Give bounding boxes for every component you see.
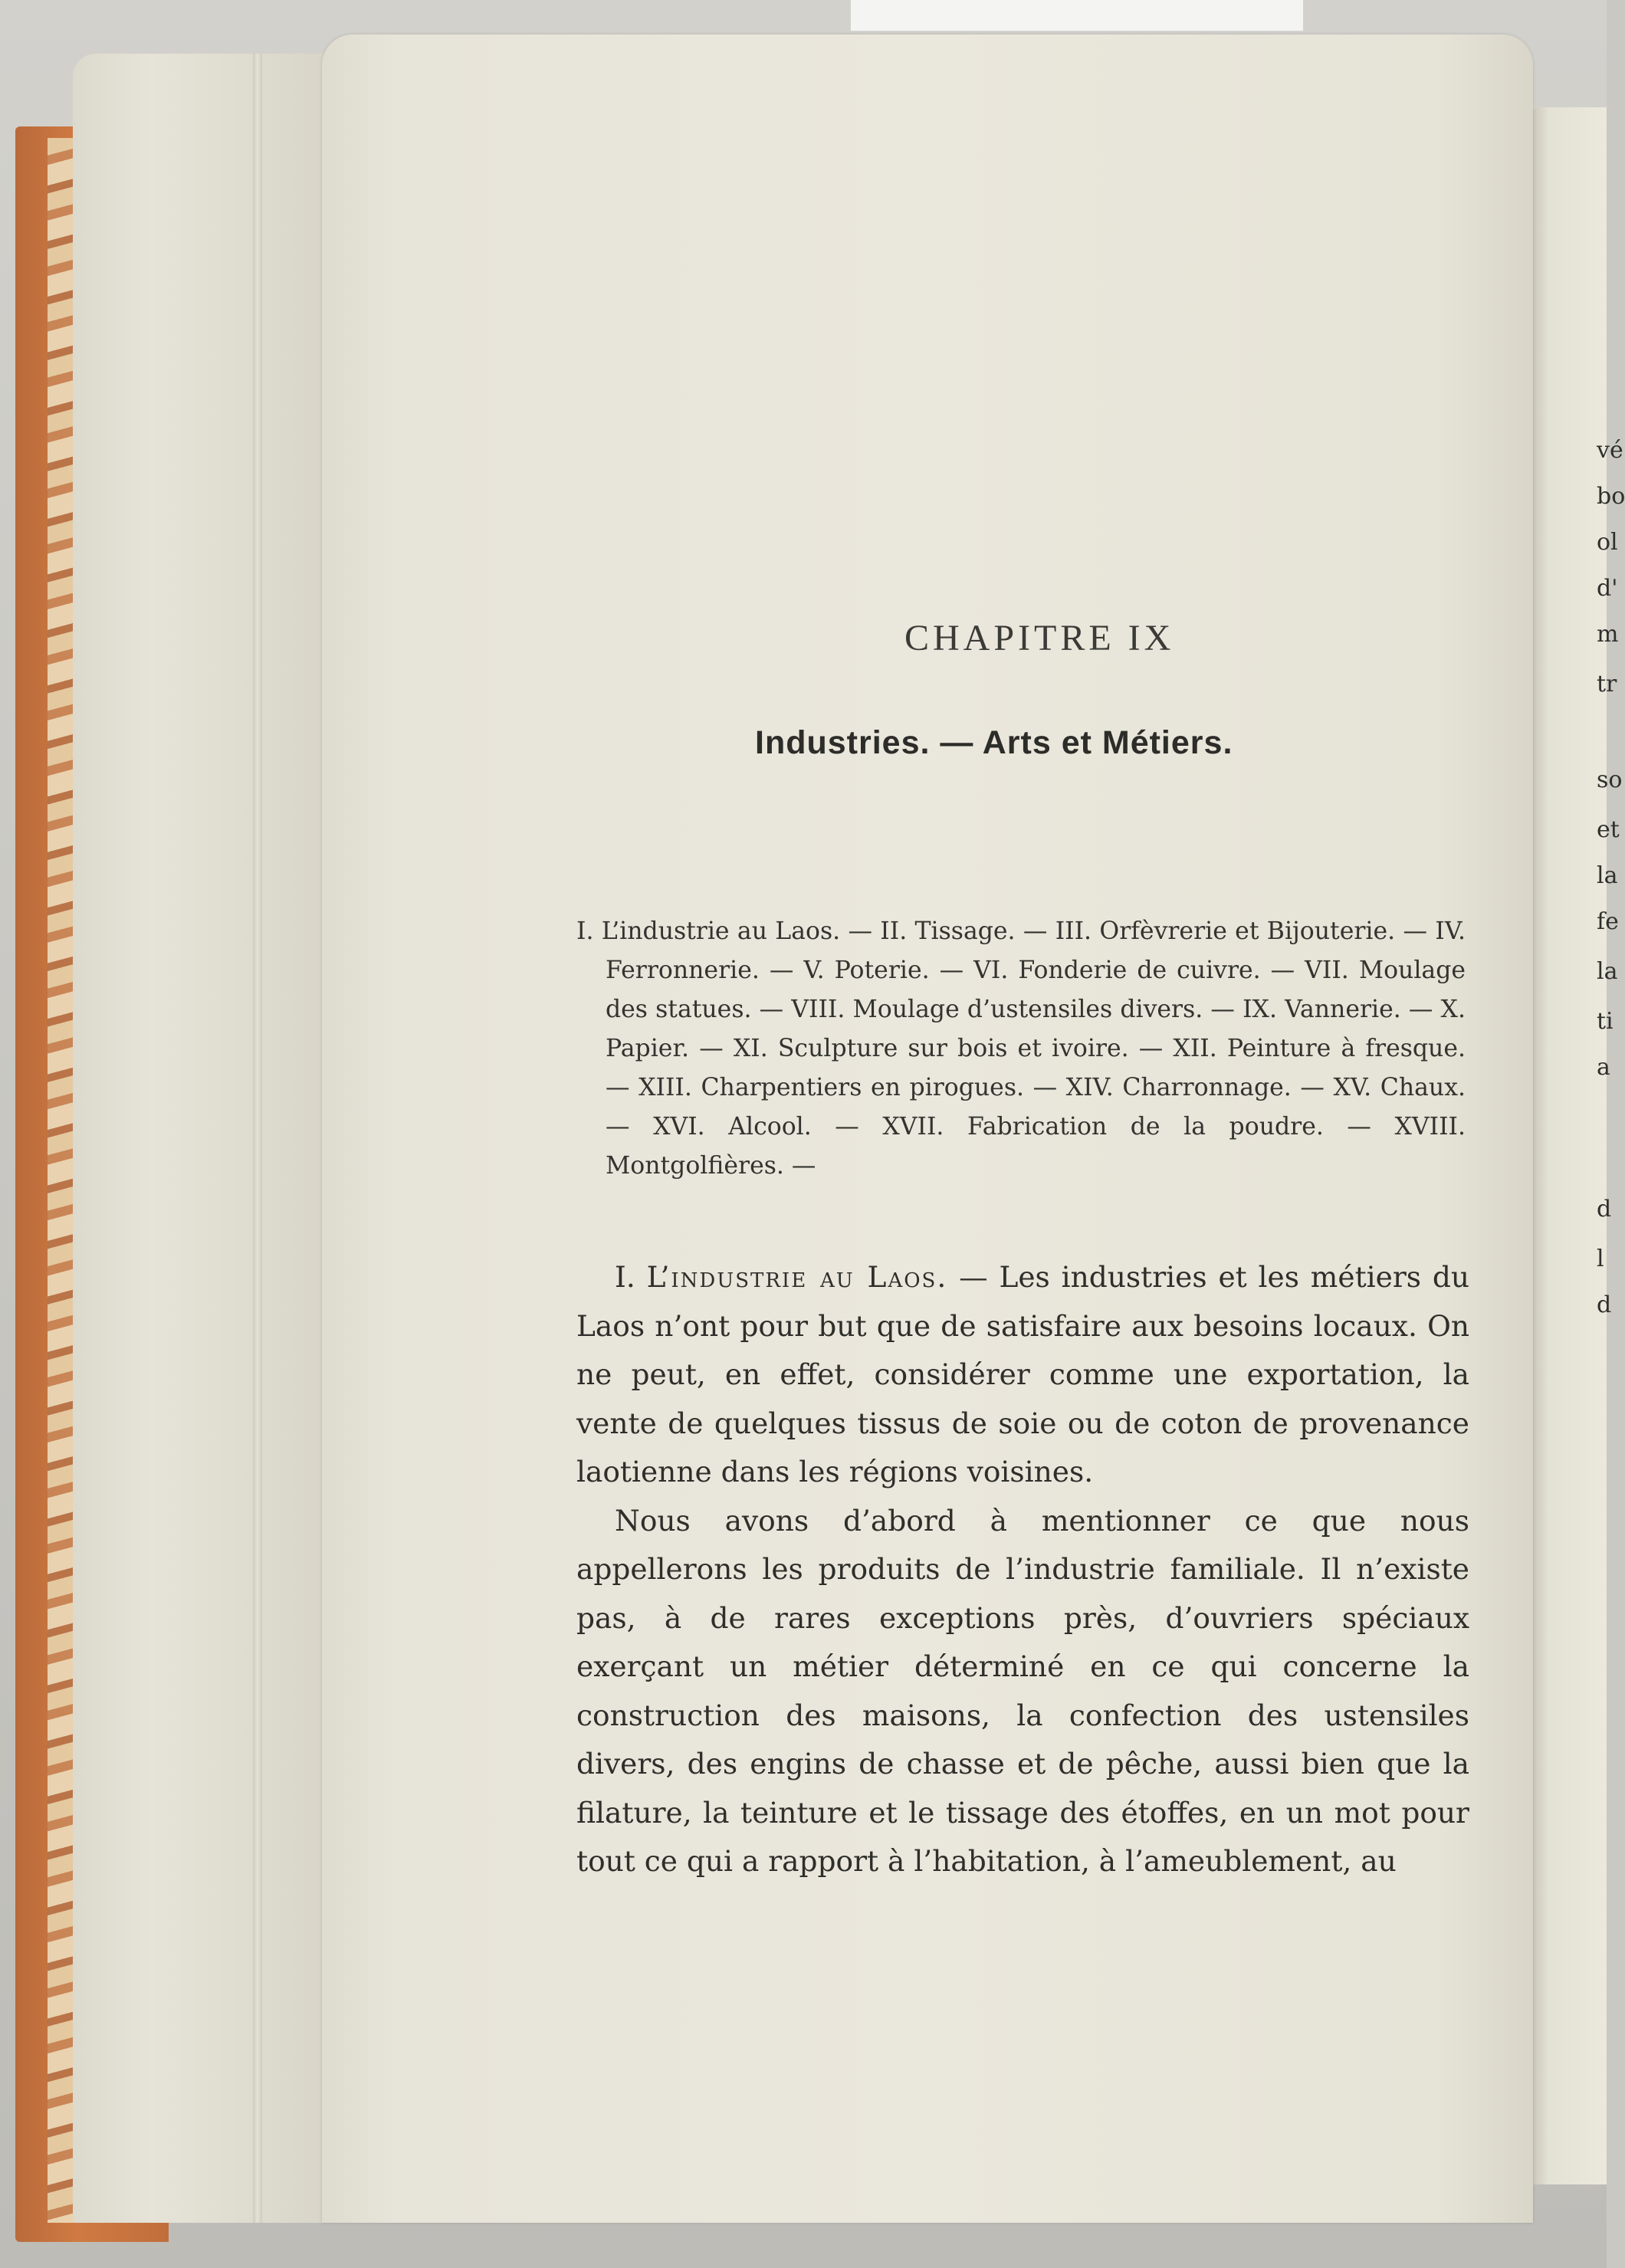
section-heading: L’industrie au Laos. bbox=[646, 1260, 948, 1294]
facing-text-fragment: la bbox=[1597, 958, 1618, 985]
page-block-edge bbox=[73, 54, 333, 2223]
chapter-summary bbox=[576, 912, 1466, 1186]
facing-text-fragment: ol bbox=[1597, 529, 1618, 556]
section-number: I. bbox=[615, 1260, 635, 1294]
facing-text-fragment: d' bbox=[1597, 575, 1618, 602]
facing-text-fragment: et bbox=[1597, 816, 1620, 843]
chapter-title: Industries. — Arts et Métiers. bbox=[755, 724, 1233, 761]
page-gutter bbox=[253, 54, 262, 2223]
facing-text-fragment: tr bbox=[1597, 671, 1617, 697]
chapter-body bbox=[576, 1253, 1469, 1886]
summary-text: I. L’industrie au Laos. — II. Tissage. — III. Orfèvrerie et Bijouterie. — IV. Ferronnerie. — V. Poterie. — VI. Fonderie de cuivre. — VII. Moulage des statues. — VIII. Moulage d’ustensiles divers. — IX. Vannerie. — X. Papier. — XI. Sculpture sur bois et ivoire. — XII. Peinture à fresque. — XIII. Charpentiers en pirogues. — XIV. Charronnage. — XV. Chaux. — XVI. Alcool. — XVII. Fabrication de la poudre. — XVIII. Montgolfières. — bbox=[576, 917, 1466, 1180]
chapter-number: CHAPITRE IX bbox=[904, 618, 1175, 658]
paragraph-1-text: — Les industries et les métiers du Laos n’ont pour but que de satisfaire aux besoins locaux. On ne peut, en effet, considérer comme une exportation, la vente de quelques tissus de soie ou de coton de provenance laotienne dans les régions voisines. bbox=[576, 1260, 1469, 1488]
facing-text-fragment: l bbox=[1597, 1246, 1604, 1272]
facing-page-edge bbox=[1529, 107, 1625, 2184]
facing-text-fragment: vé bbox=[1597, 437, 1623, 464]
paragraph-1 bbox=[576, 1253, 1469, 1497]
paragraph-2: Nous avons d’abord à mentionner ce que nous appellerons les produits de l’industrie familiale. Il n’existe pas, à de rares exceptions près, d’ouvriers spéciaux exerçant un métier déterminé en ce qui concerne la construction des maisons, la confection des ustensiles divers, des engins de chasse et de pêche, aussi bien que la filature, la teinture et le tissage des étoffes, en un mot pour tout ce qui a rapport à l’habitation, à l’ameublement, au bbox=[576, 1503, 1469, 1878]
facing-text-fragment: so bbox=[1597, 766, 1623, 793]
facing-text-fragment: d bbox=[1597, 1196, 1612, 1223]
facing-text-fragment: m bbox=[1597, 621, 1619, 648]
facing-text-fragment: fe bbox=[1597, 908, 1619, 935]
paper-label-slip bbox=[851, 0, 1303, 31]
facing-text-fragment: d bbox=[1597, 1292, 1612, 1318]
facing-text-fragment: la bbox=[1597, 862, 1618, 889]
facing-text-fragment: ti bbox=[1597, 1008, 1614, 1035]
facing-text-fragment: bo bbox=[1597, 483, 1625, 510]
facing-text-fragment: a bbox=[1597, 1054, 1610, 1081]
